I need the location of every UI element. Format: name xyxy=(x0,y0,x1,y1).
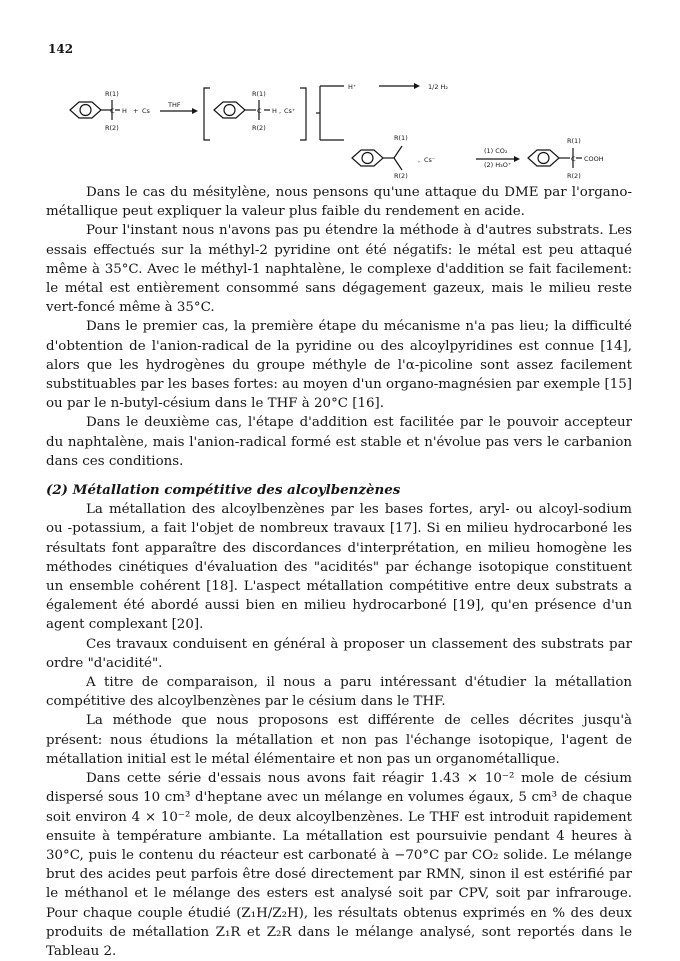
thf-label: THF xyxy=(168,101,181,109)
cs-plus-label: Cs⁺ xyxy=(284,107,296,115)
r2-label-2: R(2) xyxy=(252,124,266,132)
r1-label-2: R(1) xyxy=(252,90,266,98)
page-number: 142 xyxy=(48,42,74,56)
paragraph-6: Ces travaux conduisent en général à proposer un classement des substrats par ordre "d'acidité". xyxy=(46,636,632,671)
r1-label-4: R(1) xyxy=(567,137,581,145)
cs-label-1: Cs xyxy=(142,107,150,115)
cooh-label: COOH xyxy=(584,155,604,163)
body-text xyxy=(46,183,632,961)
h-plus-label: H⁺ xyxy=(348,83,357,91)
r1-label-1: R(1) xyxy=(105,90,119,98)
r2-label-1: R(2) xyxy=(105,124,119,132)
paragraph-4: Dans le deuxième cas, l'étape d'addition est facilitée par le pouvoir accepteur du naphtalène, mais l'anion-radical formé est stable et n'évolue pas vers le carbanion dans ces conditions. xyxy=(46,415,632,469)
h-label-1: H xyxy=(122,107,127,115)
r1-label-3: R(1) xyxy=(394,134,408,142)
reagent-2: (2) H₃O⁺ xyxy=(484,161,512,169)
comma-1: , xyxy=(279,107,282,115)
paragraph-9: Dans cette série d'essais nous avons fait réagir 1.43 × 10⁻² mole de césium dispersé sous 10 cm³ d'heptane avec un mélange en volumes égaux, 5 cm³ de chaque soit environ 4 × 10⁻² mole, de deux alcoylbenzènes. Le THF est introduit rapidement ensuite à température ambiante. La métallation est poursuivie pendant 4 heures à 30°C, puis le contenu du réacteur est carbonaté à −70°C par CO₂ solide. Le mélange brut des acides peut parfois être dosé directement par RMN, sinon il est estérifié par le méthanol et le mélange des esters est analysé soit par CPV, soit par infrarouge. Pour chaque couple étudié (Z₁H/Z₂H), les résultats obtenus exprimés en % des deux produits de métallation Z₁R et Z₂R dans le mélange analysé, sont reportés dans le Tableau 2. xyxy=(46,771,632,959)
c-label-4: C xyxy=(571,155,576,163)
reaction-scheme xyxy=(44,70,644,190)
reagent-1: (1) CO₂ xyxy=(484,147,508,155)
cs-minus-label: Cs⁻ xyxy=(424,156,436,164)
paragraph-1: Dans le cas du mésitylène, nous pensons qu'une attaque du DME par l'organo-métallique peut expliquer la valeur plus faible du rendement en acide. xyxy=(46,185,632,220)
r2-label-4: R(2) xyxy=(567,172,581,180)
h-label-2: H xyxy=(272,107,277,115)
c-label-2: C xyxy=(257,107,262,115)
plus-sign: + xyxy=(133,107,139,115)
paragraph-8: La méthode que nous proposons est différente de celles décrites jusqu'à présent: nous étudions la métallation et non pas l'échange isotopique, l'agent de métallation initial est le métal élémentaire et non pas un organométallique. xyxy=(46,713,632,767)
r2-label-3: R(2) xyxy=(394,172,408,180)
comma-2: , xyxy=(418,156,421,164)
paragraph-2: Pour l'instant nous n'avons pas pu étendre la méthode à d'autres substrats. Les essais effectués sur la méthyl-2 pyridine ont été négatifs: le métal est peu attaqué même à 35°C. Avec le méthyl-1 naphtalène, le complexe d'addition se fait facilement: le métal est entièrement consommé sans dégagement gazeux, mais le milieu reste vert-foncé même à 35°C. xyxy=(46,223,632,316)
half-h2-label: 1/2 H₂ xyxy=(428,83,449,91)
paragraph-5: La métallation des alcoylbenzènes par les bases fortes, aryl- ou alcoyl-sodium ou -potassium, a fait l'objet de nombreux travaux [17]. Si en milieu hydrocarboné les résultats font apparaître des discordances d'interprétation, en milieu homogène les méthodes cinétiques d'évaluation des "acidités" par échange isotopique constituent un ensemble cohérent [18]. L'aspect métallation compétitive entre deux substrats a également été abordé aussi bien en milieu hydrocarboné [19], qu'en présence d'un agent complexant [20]. xyxy=(46,502,632,633)
paragraph-3: Dans le premier cas, la première étape du mécanisme n'a pas lieu; la difficulté d'obtention de l'anion-radical de la pyridine ou des alcoylpyridines est connue [14], alors que les hydrogènes du groupe méthyle de l'α-picoline sont assez facilement substituables par les bases fortes: au moyen d'un organo-magnésien par exemple [15] ou par le n-butyl-césium dans le THF à 20°C [16]. xyxy=(46,319,632,412)
section-heading: (2) Métallation compétitive des alcoylbenzènes xyxy=(46,482,401,499)
paragraph-7: A titre de comparaison, il nous a paru intéressant d'étudier la métallation compétitive des alcoylbenzènes par le césium dans le THF. xyxy=(46,675,632,710)
c-label-1: C xyxy=(110,107,115,115)
